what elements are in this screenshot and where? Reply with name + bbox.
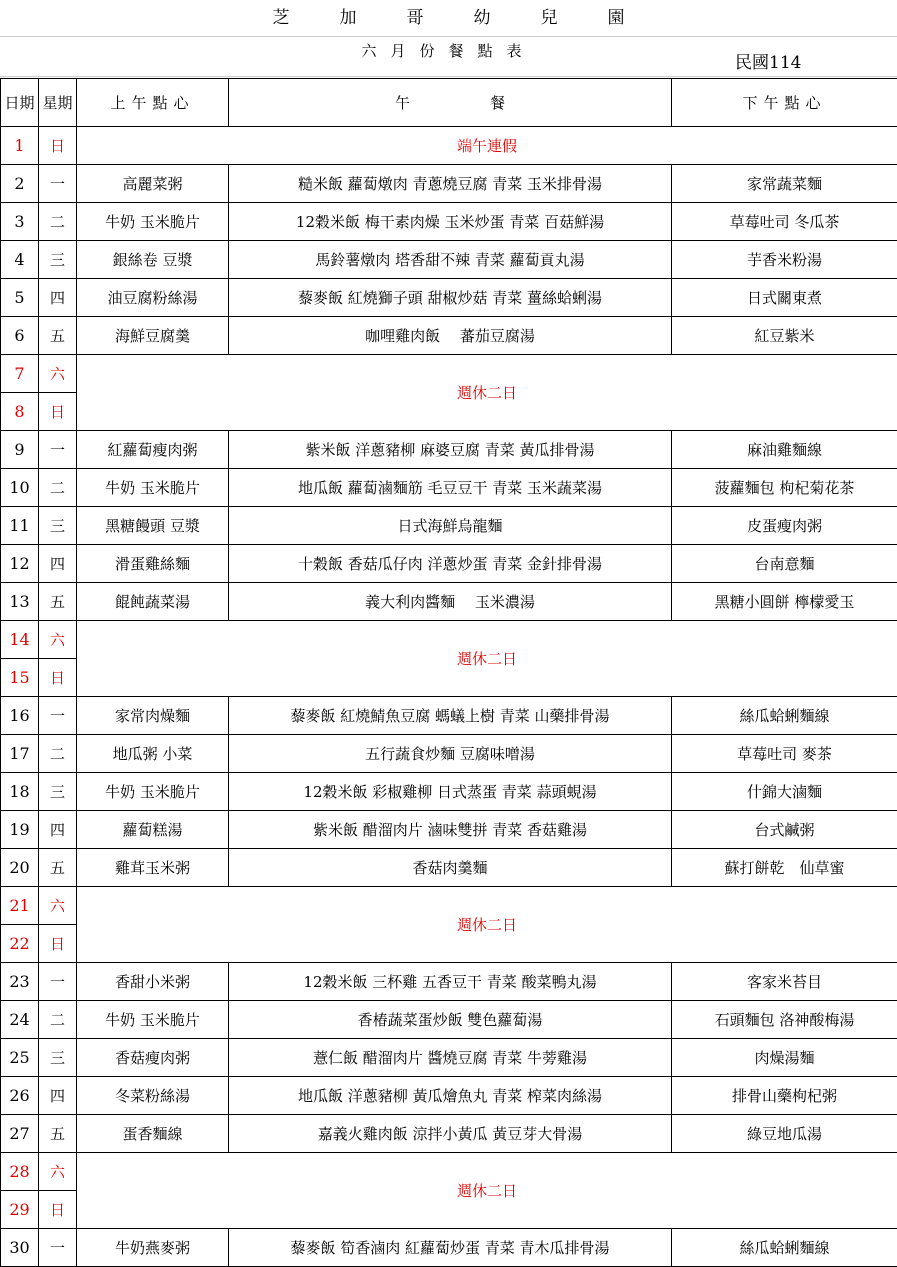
date-cell: 27 (1, 1115, 39, 1153)
table-row (1, 583, 897, 621)
lunch-cell: 日式海鮮烏龍麵 (229, 507, 672, 545)
lunch-cell: 糙米飯 蘿蔔燉肉 青蔥燒豆腐 青菜 玉米排骨湯 (229, 165, 672, 203)
table-row (1, 811, 897, 849)
lunch-cell: 薏仁飯 醋溜肉片 醬燒豆腐 青菜 牛蒡雞湯 (229, 1039, 672, 1077)
morning-snack-cell: 滑蛋雞絲麵 (77, 545, 229, 583)
table-row (1, 165, 897, 203)
date-cell: 1 (1, 127, 39, 165)
date-cell: 4 (1, 241, 39, 279)
table-row (1, 1153, 897, 1191)
date-cell: 10 (1, 469, 39, 507)
weekday-cell: 四 (39, 545, 77, 583)
date-cell: 2 (1, 165, 39, 203)
afternoon-snack-cell: 綠豆地瓜湯 (672, 1115, 897, 1153)
date-cell: 12 (1, 545, 39, 583)
date-cell: 19 (1, 811, 39, 849)
date-cell: 25 (1, 1039, 39, 1077)
year-label: 民國114 (735, 48, 801, 73)
lunch-cell: 藜麥飯 筍香滷肉 紅蘿蔔炒蛋 青菜 青木瓜排骨湯 (229, 1229, 672, 1267)
date-cell: 18 (1, 773, 39, 811)
date-cell: 6 (1, 317, 39, 355)
weekday-cell: 二 (39, 469, 77, 507)
afternoon-snack-cell: 蘇打餅乾 仙草蜜 (672, 849, 897, 887)
weekday-cell: 四 (39, 1077, 77, 1115)
weekday-cell: 三 (39, 773, 77, 811)
table-row (1, 735, 897, 773)
date-cell: 7 (1, 355, 39, 393)
lunch-cell: 咖哩雞肉飯 蕃茄豆腐湯 (229, 317, 672, 355)
afternoon-snack-cell: 菠蘿麵包 枸杞菊花茶 (672, 469, 897, 507)
afternoon-snack-cell: 台南意麵 (672, 545, 897, 583)
table-row (1, 241, 897, 279)
weekday-cell: 一 (39, 697, 77, 735)
afternoon-snack-cell: 麻油雞麵線 (672, 431, 897, 469)
lunch-cell: 義大利肉醬麵 玉米濃湯 (229, 583, 672, 621)
morning-snack-cell: 冬菜粉絲湯 (77, 1077, 229, 1115)
holiday-cell: 週休二日 (77, 887, 897, 963)
lunch-cell: 12穀米飯 三杯雞 五香豆干 青菜 酸菜鴨丸湯 (229, 963, 672, 1001)
weekday-cell: 三 (39, 507, 77, 545)
afternoon-snack-cell: 排骨山藥枸杞粥 (672, 1077, 897, 1115)
morning-snack-cell: 牛奶燕麥粥 (77, 1229, 229, 1267)
header-divider (0, 62, 897, 77)
date-cell: 30 (1, 1229, 39, 1267)
date-cell: 21 (1, 887, 39, 925)
table-row (1, 887, 897, 925)
lunch-cell: 地瓜飯 蘿蔔滷麵筋 毛豆豆干 青菜 玉米蔬菜湯 (229, 469, 672, 507)
weekday-cell: 日 (39, 393, 77, 431)
morning-snack-cell: 高麗菜粥 (77, 165, 229, 203)
date-cell: 15 (1, 659, 39, 697)
weekday-cell: 五 (39, 849, 77, 887)
lunch-cell: 香椿蔬菜蛋炒飯 雙色蘿蔔湯 (229, 1001, 672, 1039)
weekday-cell: 一 (39, 1229, 77, 1267)
weekday-cell: 日 (39, 925, 77, 963)
afternoon-snack-cell: 皮蛋瘦肉粥 (672, 507, 897, 545)
date-cell: 5 (1, 279, 39, 317)
weekday-cell: 五 (39, 583, 77, 621)
weekday-cell: 日 (39, 1191, 77, 1229)
header-afternoon-snack: 下午點心 (672, 79, 897, 127)
meal-table (0, 78, 897, 1267)
afternoon-snack-cell: 客家米苔目 (672, 963, 897, 1001)
table-row (1, 697, 897, 735)
school-title: 芝加哥幼兒園 (0, 0, 897, 37)
menu-subtitle: 六月份餐點表 (0, 37, 897, 65)
afternoon-snack-cell: 草莓吐司 麥茶 (672, 735, 897, 773)
date-cell: 26 (1, 1077, 39, 1115)
morning-snack-cell: 紅蘿蔔瘦肉粥 (77, 431, 229, 469)
header-weekday: 星期 (39, 79, 77, 127)
header-date: 日期 (1, 79, 39, 127)
table-body (1, 127, 897, 1267)
holiday-cell: 端午連假 (77, 127, 897, 165)
morning-snack-cell: 餛飩蔬菜湯 (77, 583, 229, 621)
weekday-cell: 三 (39, 1039, 77, 1077)
weekday-cell: 六 (39, 621, 77, 659)
table-row (1, 1077, 897, 1115)
afternoon-snack-cell: 日式關東煮 (672, 279, 897, 317)
weekday-cell: 日 (39, 659, 77, 697)
afternoon-snack-cell: 芋香米粉湯 (672, 241, 897, 279)
lunch-cell: 地瓜飯 洋蔥豬柳 黃瓜燴魚丸 青菜 榨菜肉絲湯 (229, 1077, 672, 1115)
weekday-cell: 一 (39, 165, 77, 203)
morning-snack-cell: 牛奶 玉米脆片 (77, 469, 229, 507)
date-cell: 9 (1, 431, 39, 469)
weekday-cell: 二 (39, 203, 77, 241)
lunch-cell: 藜麥飯 紅燒鯖魚豆腐 螞蟻上樹 青菜 山藥排骨湯 (229, 697, 672, 735)
morning-snack-cell: 牛奶 玉米脆片 (77, 1001, 229, 1039)
afternoon-snack-cell: 草莓吐司 冬瓜茶 (672, 203, 897, 241)
weekday-cell: 六 (39, 887, 77, 925)
morning-snack-cell: 蘿蔔糕湯 (77, 811, 229, 849)
date-cell: 29 (1, 1191, 39, 1229)
afternoon-snack-cell: 台式鹹粥 (672, 811, 897, 849)
lunch-cell: 紫米飯 醋溜肉片 滷味雙拼 青菜 香菇雞湯 (229, 811, 672, 849)
table-row (1, 431, 897, 469)
table-row (1, 1115, 897, 1153)
lunch-cell: 12穀米飯 梅干素肉燥 玉米炒蛋 青菜 百菇鮮湯 (229, 203, 672, 241)
morning-snack-cell: 油豆腐粉絲湯 (77, 279, 229, 317)
table-row (1, 849, 897, 887)
weekday-cell: 六 (39, 355, 77, 393)
weekday-cell: 一 (39, 963, 77, 1001)
table-row (1, 545, 897, 583)
lunch-cell: 紫米飯 洋蔥豬柳 麻婆豆腐 青菜 黃瓜排骨湯 (229, 431, 672, 469)
afternoon-snack-cell: 黑糖小圓餅 檸檬愛玉 (672, 583, 897, 621)
date-cell: 22 (1, 925, 39, 963)
date-cell: 11 (1, 507, 39, 545)
table-row (1, 1229, 897, 1267)
date-cell: 3 (1, 203, 39, 241)
lunch-cell: 十穀飯 香菇瓜仔肉 洋蔥炒蛋 青菜 金針排骨湯 (229, 545, 672, 583)
table-row (1, 963, 897, 1001)
weekday-cell: 三 (39, 241, 77, 279)
morning-snack-cell: 蛋香麵線 (77, 1115, 229, 1153)
lunch-cell: 藜麥飯 紅燒獅子頭 甜椒炒菇 青菜 薑絲蛤蜊湯 (229, 279, 672, 317)
weekday-cell: 一 (39, 431, 77, 469)
morning-snack-cell: 海鮮豆腐羹 (77, 317, 229, 355)
weekday-cell: 五 (39, 1115, 77, 1153)
morning-snack-cell: 銀絲卷 豆漿 (77, 241, 229, 279)
weekday-cell: 六 (39, 1153, 77, 1191)
holiday-cell: 週休二日 (77, 621, 897, 697)
afternoon-snack-cell: 石頭麵包 洛神酸梅湯 (672, 1001, 897, 1039)
weekday-cell: 二 (39, 1001, 77, 1039)
weekday-cell: 四 (39, 279, 77, 317)
table-header-row (1, 79, 897, 127)
morning-snack-cell: 香菇瘦肉粥 (77, 1039, 229, 1077)
table-row (1, 279, 897, 317)
lunch-cell: 馬鈴薯燉肉 塔香甜不辣 青菜 蘿蔔貢丸湯 (229, 241, 672, 279)
date-cell: 23 (1, 963, 39, 1001)
date-cell: 8 (1, 393, 39, 431)
table-row (1, 317, 897, 355)
table-row (1, 773, 897, 811)
morning-snack-cell: 香甜小米粥 (77, 963, 229, 1001)
lunch-cell: 12穀米飯 彩椒雞柳 日式蒸蛋 青菜 蒜頭蜆湯 (229, 773, 672, 811)
table-row (1, 355, 897, 393)
lunch-cell: 五行蔬食炒麵 豆腐味噌湯 (229, 735, 672, 773)
afternoon-snack-cell: 家常蔬菜麵 (672, 165, 897, 203)
weekday-cell: 二 (39, 735, 77, 773)
lunch-cell: 嘉義火雞肉飯 涼拌小黃瓜 黃豆芽大骨湯 (229, 1115, 672, 1153)
afternoon-snack-cell: 絲瓜蛤蜊麵線 (672, 1229, 897, 1267)
table-row (1, 1039, 897, 1077)
morning-snack-cell: 黑糖饅頭 豆漿 (77, 507, 229, 545)
table-row (1, 469, 897, 507)
table-row (1, 621, 897, 659)
date-cell: 17 (1, 735, 39, 773)
morning-snack-cell: 家常肉燥麵 (77, 697, 229, 735)
table-row (1, 127, 897, 165)
date-cell: 16 (1, 697, 39, 735)
table-row (1, 203, 897, 241)
morning-snack-cell: 雞茸玉米粥 (77, 849, 229, 887)
weekday-cell: 日 (39, 127, 77, 165)
header-morning-snack: 上午點心 (77, 79, 229, 127)
afternoon-snack-cell: 絲瓜蛤蜊麵線 (672, 697, 897, 735)
header-lunch: 午餐 (229, 79, 672, 127)
weekday-cell: 四 (39, 811, 77, 849)
morning-snack-cell: 地瓜粥 小菜 (77, 735, 229, 773)
morning-snack-cell: 牛奶 玉米脆片 (77, 773, 229, 811)
holiday-cell: 週休二日 (77, 1153, 897, 1229)
date-cell: 20 (1, 849, 39, 887)
holiday-cell: 週休二日 (77, 355, 897, 431)
date-cell: 13 (1, 583, 39, 621)
date-cell: 24 (1, 1001, 39, 1039)
afternoon-snack-cell: 紅豆紫米 (672, 317, 897, 355)
date-cell: 28 (1, 1153, 39, 1191)
lunch-cell: 香菇肉羹麵 (229, 849, 672, 887)
weekday-cell: 五 (39, 317, 77, 355)
afternoon-snack-cell: 什錦大滷麵 (672, 773, 897, 811)
table-row (1, 507, 897, 545)
afternoon-snack-cell: 肉燥湯麵 (672, 1039, 897, 1077)
morning-snack-cell: 牛奶 玉米脆片 (77, 203, 229, 241)
date-cell: 14 (1, 621, 39, 659)
table-row (1, 1001, 897, 1039)
